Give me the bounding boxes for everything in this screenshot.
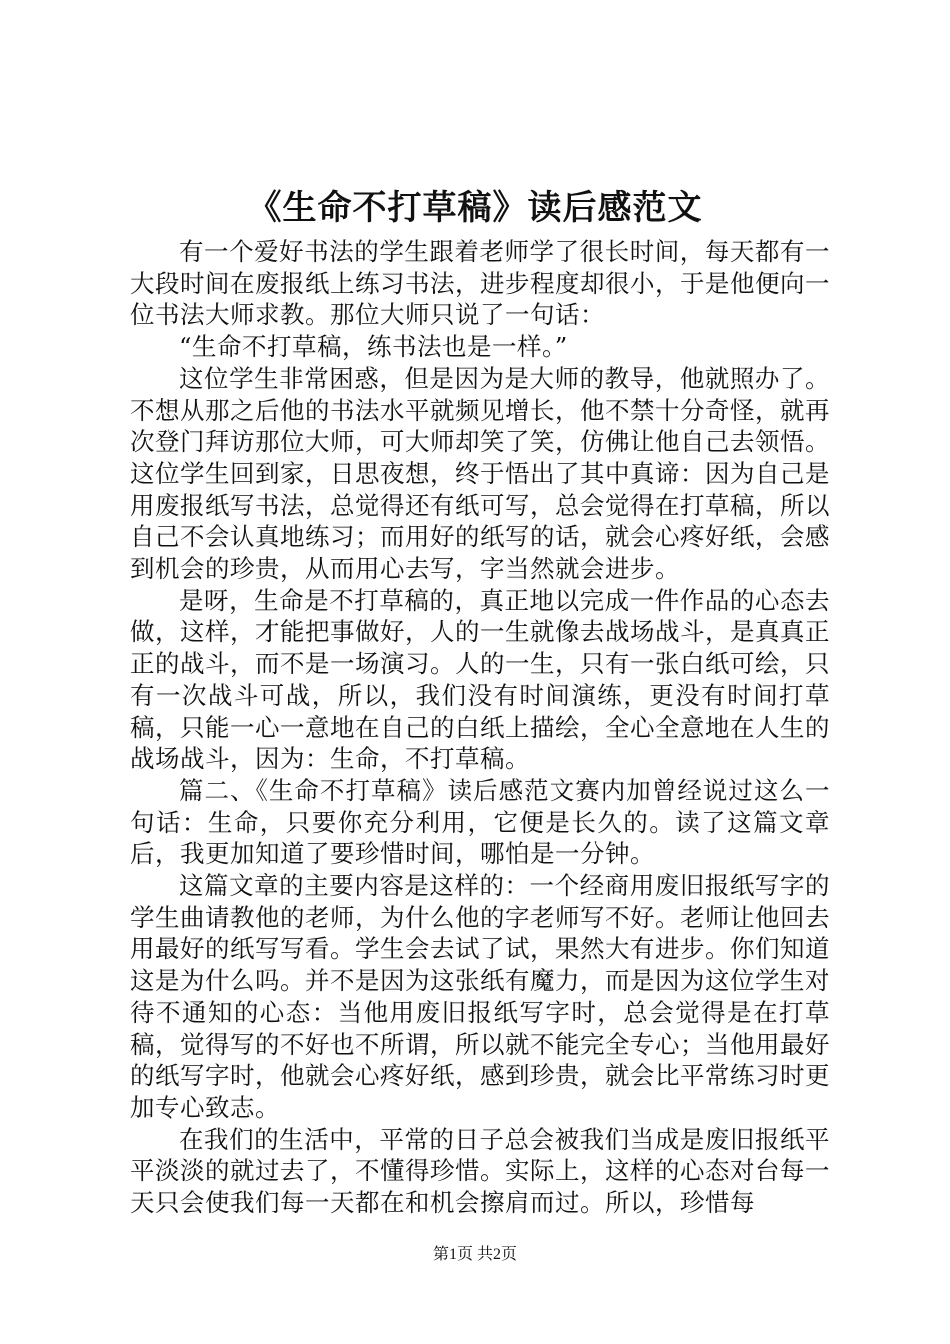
paragraph: 有一个爱好书法的学生跟着老师学了很长时间，每天都有一大段时间在废报纸上练习书法，进步程度却很小，于是他便向一位书法大师求教。那位大师只说了一句话： bbox=[130, 237, 830, 330]
paragraph: “生命不打草稿，练书法也是一样。” bbox=[179, 332, 568, 362]
paragraph: 篇二、《生命不打草稿》读后感范文赛内加曾经说过这么一句话：生命，只要你充分利用，它便是长久的。读了这篇文章后，我更加知道了要珍惜时间，哪怕是一分钟。 bbox=[130, 775, 830, 869]
paragraph: 是呀，生命是不打草稿的，真正地以完成一件作品的心态去做，这样，才能把事做好，人的一生就像去战场战斗，是真真正正的战斗，而不是一场演习。人的一生，只有一张白纸可绘，只有一次战斗可战，所以，我们没有时间演练，更没有时间打草稿，只能一心一意地在自己的白纸上描绘，全心全意地在人生的战场战斗，因为：生命，不打草稿。 bbox=[130, 585, 830, 774]
paragraph: 在我们的生活中，平常的日子总会被我们当成是废旧报纸平平淡淡的就过去了，不懂得珍惜。实际上，这样的心态对台每一天只会使我们每一天都在和机会擦肩而过。所以，珍惜每 bbox=[130, 1124, 830, 1218]
paragraph: 这位学生非常困惑，但是因为是大师的教导，他就照办了。不想从那之后他的书法水平就频见增长，他不禁十分奇怪，就再次登门拜访那位大师，可大师却笑了笑，仿佛让他自己去领悟。这位学生回到家，日思夜想，终于悟出了其中真谛：因为自己是用废报纸写书法，总觉得还有纸可写，总会觉得在打草稿，所以自己不会认真地练习；而用好的纸写的话，就会心疼好纸，会感到机会的珍贵，从而用心去写，字当然就会进步。 bbox=[130, 363, 830, 584]
document-body bbox=[130, 236, 830, 1219]
paragraph: 这篇文章的主要内容是这样的：一个经商用废旧报纸写字的学生曲请教他的老师，为什么他的字老师写不好。老师让他回去用最好的纸写写看。学生会去试了试，果然大有进步。你们知道这是为什么吗。并不是因为这张纸有魔力，而是因为这位学生对待不通知的心态：当他用废旧报纸写字时，总会觉得是在打草稿，觉得写的不好也不所谓，所以就不能完全专心；当他用最好的纸写字时，他就会心疼好纸，感到珍贵，就会比平常练习时更加专心致志。 bbox=[130, 871, 830, 1122]
page-footer: 第1页 共2页 bbox=[432, 1246, 517, 1263]
document-title: 《生命不打草稿》读后感范文 bbox=[247, 188, 703, 228]
